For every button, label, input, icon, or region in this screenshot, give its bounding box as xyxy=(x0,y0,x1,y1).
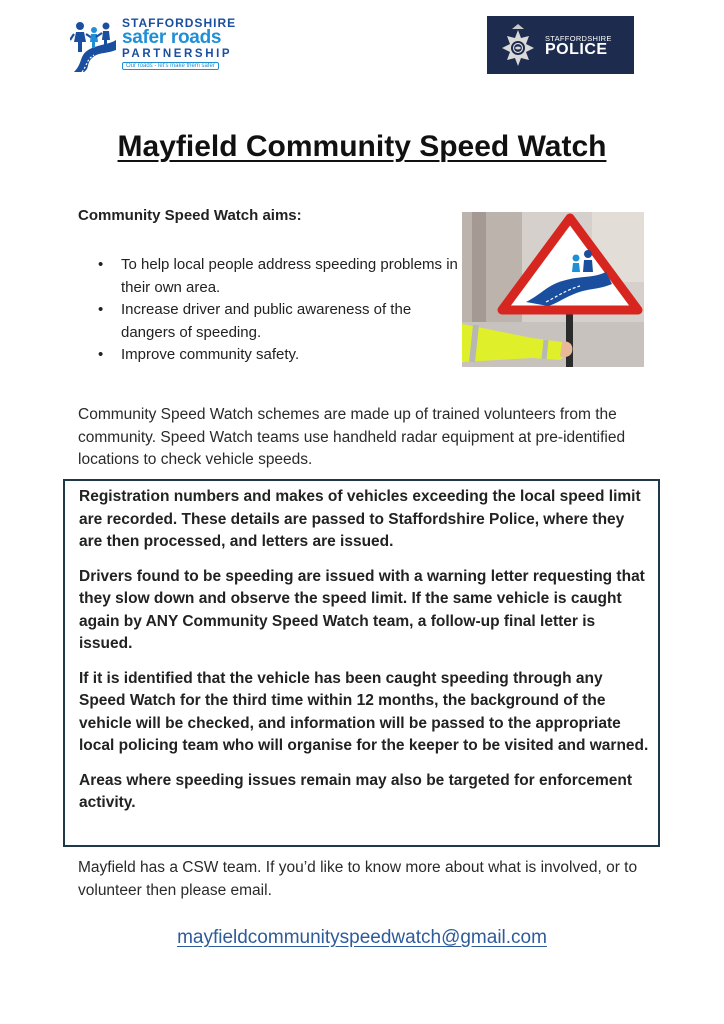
road-figures-icon xyxy=(70,18,118,74)
partnership-county: STAFFORDSHIRE xyxy=(122,16,237,30)
police-star-badge-icon xyxy=(496,22,540,68)
process-info-box xyxy=(63,479,660,847)
safer-roads-partnership-logo xyxy=(70,16,240,76)
box-paragraph: Drivers found to be speeding are issued with a warning letter requesting that they slow down and observe the speed limit. If the same vehicle is caught again by ANY Community Speed Watch team, a follow-up final letter is issued. xyxy=(79,567,645,652)
partnership-name: safer roads xyxy=(122,27,222,48)
partnership-word: PARTNERSHIP xyxy=(122,48,233,60)
page-title: Mayfield Community Speed Watch xyxy=(117,130,607,163)
police-word: POLICE xyxy=(545,41,608,58)
police-county: STAFFORDSHIRE xyxy=(545,34,612,43)
email-link[interactable]: mayfieldcommunityspeedwatch@gmail.com xyxy=(177,927,547,948)
list-item: • To help local people address speeding problems in their own area. xyxy=(78,254,458,299)
aims-heading: Community Speed Watch aims: xyxy=(78,207,302,224)
staffordshire-police-logo xyxy=(487,16,634,74)
box-paragraph: Registration numbers and makes of vehicles exceeding the local speed limit are recorded. These details are passed to Staffordshire Police, where they are then processed, and letters are issued. xyxy=(79,488,641,550)
intro-paragraph: Community Speed Watch schemes are made up of trained volunteers from the community. Speed Watch teams use handheld radar equipment at pre-identified locations to check vehicle speeds. xyxy=(78,406,626,468)
list-item: • Improve community safety. xyxy=(78,344,458,367)
list-item: • Increase driver and public awareness of the dangers of speeding. xyxy=(78,299,458,344)
warning-sign-photo xyxy=(462,212,644,367)
box-paragraph: If it is identified that the vehicle has been caught speeding through any Speed Watch for the third time within 12 months, the background of the vehicle will be checked, and information will be passed to the appropriate local policing team who will organise for the keeper to be visited and warned. xyxy=(79,669,649,754)
aims-list xyxy=(78,254,458,367)
outro-paragraph: Mayfield has a CSW team. If you’d like to know more about what is involved, or to volunteer then please email. xyxy=(78,859,638,899)
box-paragraph: Areas where speeding issues remain may also be targeted for enforcement activity. xyxy=(79,771,633,811)
partnership-tagline: Our roads - let's make them safer xyxy=(122,62,219,70)
